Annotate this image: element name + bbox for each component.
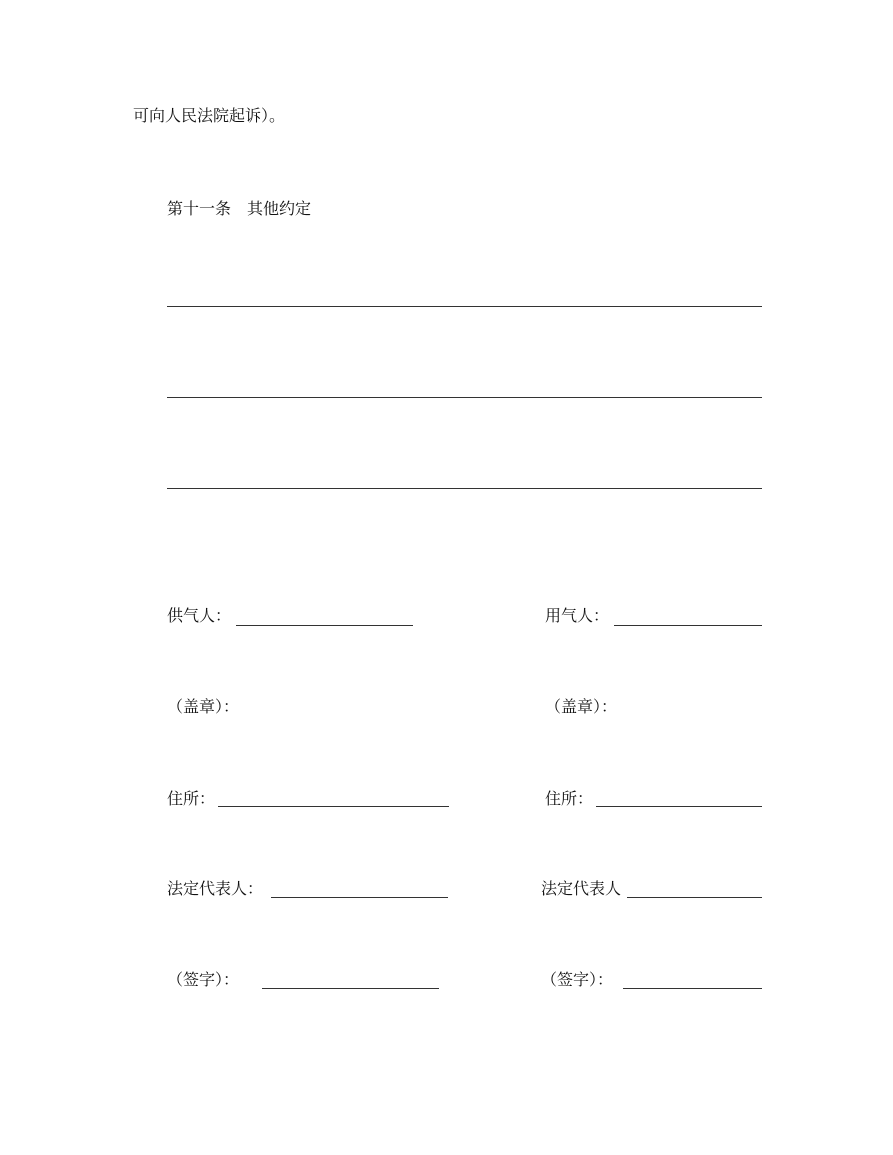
supplier-representative-blank bbox=[271, 897, 448, 898]
user-representative-blank bbox=[627, 897, 762, 898]
user-blank bbox=[614, 625, 762, 626]
user-address-blank bbox=[596, 806, 762, 807]
supplier-address-label: 住所： bbox=[167, 789, 216, 808]
other-terms-line-1 bbox=[167, 306, 762, 307]
user-sign-label: （签字）： bbox=[541, 970, 614, 989]
other-terms-line-2 bbox=[167, 397, 762, 398]
user-label: 用气人： bbox=[545, 606, 610, 625]
article-11-heading: 第十一条 其他约定 bbox=[167, 199, 312, 218]
other-terms-line-3 bbox=[167, 488, 762, 489]
user-address-label: 住所： bbox=[545, 789, 594, 808]
supplier-blank bbox=[236, 625, 413, 626]
supplier-representative-label: 法定代表人： bbox=[167, 879, 264, 898]
user-representative-label: 法定代表人 bbox=[541, 879, 622, 898]
supplier-sign-blank bbox=[262, 988, 439, 989]
supplier-label: 供气人： bbox=[167, 606, 232, 625]
user-seal-label: （盖章）： bbox=[545, 697, 618, 716]
supplier-address-blank bbox=[218, 806, 449, 807]
continuation-text: 可向人民法院起诉）。 bbox=[133, 106, 286, 125]
user-sign-blank bbox=[623, 988, 762, 989]
supplier-seal-label: （盖章）： bbox=[167, 697, 240, 716]
supplier-sign-label: （签字）： bbox=[167, 970, 240, 989]
